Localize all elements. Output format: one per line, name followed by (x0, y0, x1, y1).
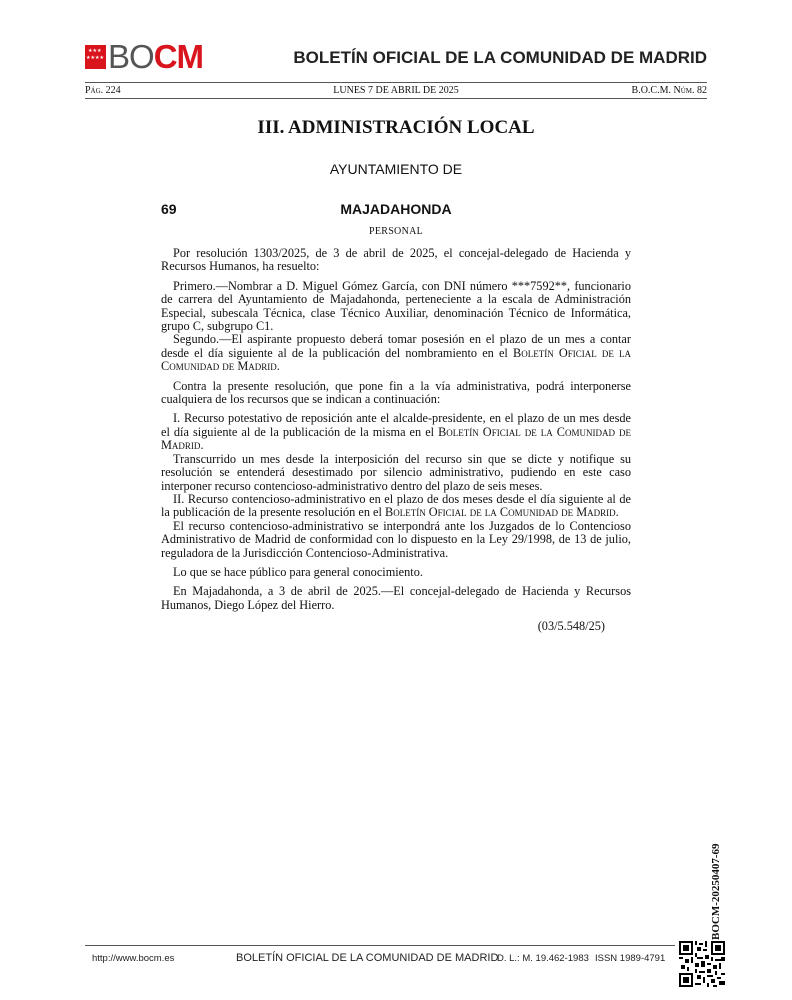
paragraph-juzgados: El recurso contencioso-administrativo se interpondrá ante los Juzgados de lo Contencioso Administrativo de Madrid de conformidad con lo dispuesto en la Ley 29/1998, de 13 de julio, reguladora de la Jurisdicción Contencioso-Administrativa. (161, 518, 631, 560)
paragraph-firma: En Majadahonda, a 3 de abril de 2025.—El concejal-delegado de Hacienda y Recursos Humanos, Diego López del Hierro. (161, 584, 631, 612)
logo-text-bo: BO (108, 38, 154, 75)
paragraph-resolution: Por resolución 1303/2025, de 3 de abril de 2025, el concejal-delegado de Hacienda y Recursos Humanos, ha resuelto: (161, 246, 631, 274)
paragraph-publico: Lo que se hace público para general conocimiento. (173, 564, 423, 579)
announcement-body (161, 247, 631, 634)
issue-date: LUNES 7 DE ABRIL DE 2025 (333, 85, 459, 96)
paragraph-segundo: Segundo.—El aspirante propuesto deberá tomar posesión en el plazo de un mes a contar desde el día siguiente al de la publicación del nombramiento en el Boletín Oficial de la Comunidad de Madrid. (161, 332, 632, 374)
side-code-text: BOCM-20250407-69 (710, 843, 722, 940)
header-rule-bottom (85, 98, 707, 99)
logo-text-cm: CM (153, 38, 204, 75)
footer-rule (85, 945, 675, 946)
municipality-name: MAJADAHONDA (340, 201, 452, 217)
page-number: Pág. 224 (85, 85, 121, 96)
section-subtitle: AYUNTAMIENTO DE (329, 161, 463, 177)
reference-code: (03/5.548/25) (537, 619, 605, 634)
qr-code-icon (679, 941, 725, 987)
paragraph-contencioso: II. Recurso contencioso-administrativo en el plazo de dos meses desde el día siguiente al de la publicación de la presente resolución en el Boletín Oficial de la Comunidad de Madrid. (161, 491, 631, 520)
footer-issn: ISSN 1989-4791 (595, 953, 666, 964)
footer-url[interactable]: http://www.bocm.es (92, 953, 175, 964)
section-title: III. ADMINISTRACIÓN LOCAL (257, 117, 535, 138)
footer-legal-deposit: D. L.: M. 19.462-1983 (497, 953, 589, 964)
header-rule (85, 82, 707, 83)
madrid-flag-icon: ★★★ ★★★★ (85, 45, 106, 69)
issue-number: B.O.C.M. Núm. 82 (631, 85, 707, 96)
paragraph-reposicion: I. Recurso potestativo de reposición ante el alcalde-presidente, en el plazo de un mes desde el día siguiente al de la publicación de la misma en el Boletín Oficial de la Comunidad de Madrid. (161, 411, 631, 453)
bocm-logo (85, 38, 204, 75)
paragraph-silencio: Transcurrido un mes desde la interposición del recurso sin que se dicte y notifique su resolución se entenderá desestimado por silencio administrativo, pudiendo en este caso interponer recurso contencioso-administrativo dentro del plazo de seis meses. (161, 451, 631, 493)
announcement-number: 69 (161, 201, 177, 217)
side-code (708, 830, 728, 940)
footer-title: BOLETÍN OFICIAL DE LA COMUNIDAD DE MADRID (236, 952, 499, 964)
paragraph-primero: Primero.—Nombrar a D. Miguel Gómez García, con DNI número ***7592**, funcionario de carrera del Ayuntamiento de Majadahonda, perteneciente a la escala de Administración Especial, subescala Técnica, clase Técnico Auxiliar, denominación Técnico de Informática, grupo C, subgrupo C1. (161, 278, 631, 334)
paragraph-recursos: Contra la presente resolución, que pone fin a la vía administrativa, podrá interponerse cualquiera de los recursos que se indican a continuación: (161, 378, 631, 407)
header-title: BOLETÍN OFICIAL DE LA COMUNIDAD DE MADRID (293, 48, 707, 67)
category-label: PERSONAL (368, 226, 424, 237)
